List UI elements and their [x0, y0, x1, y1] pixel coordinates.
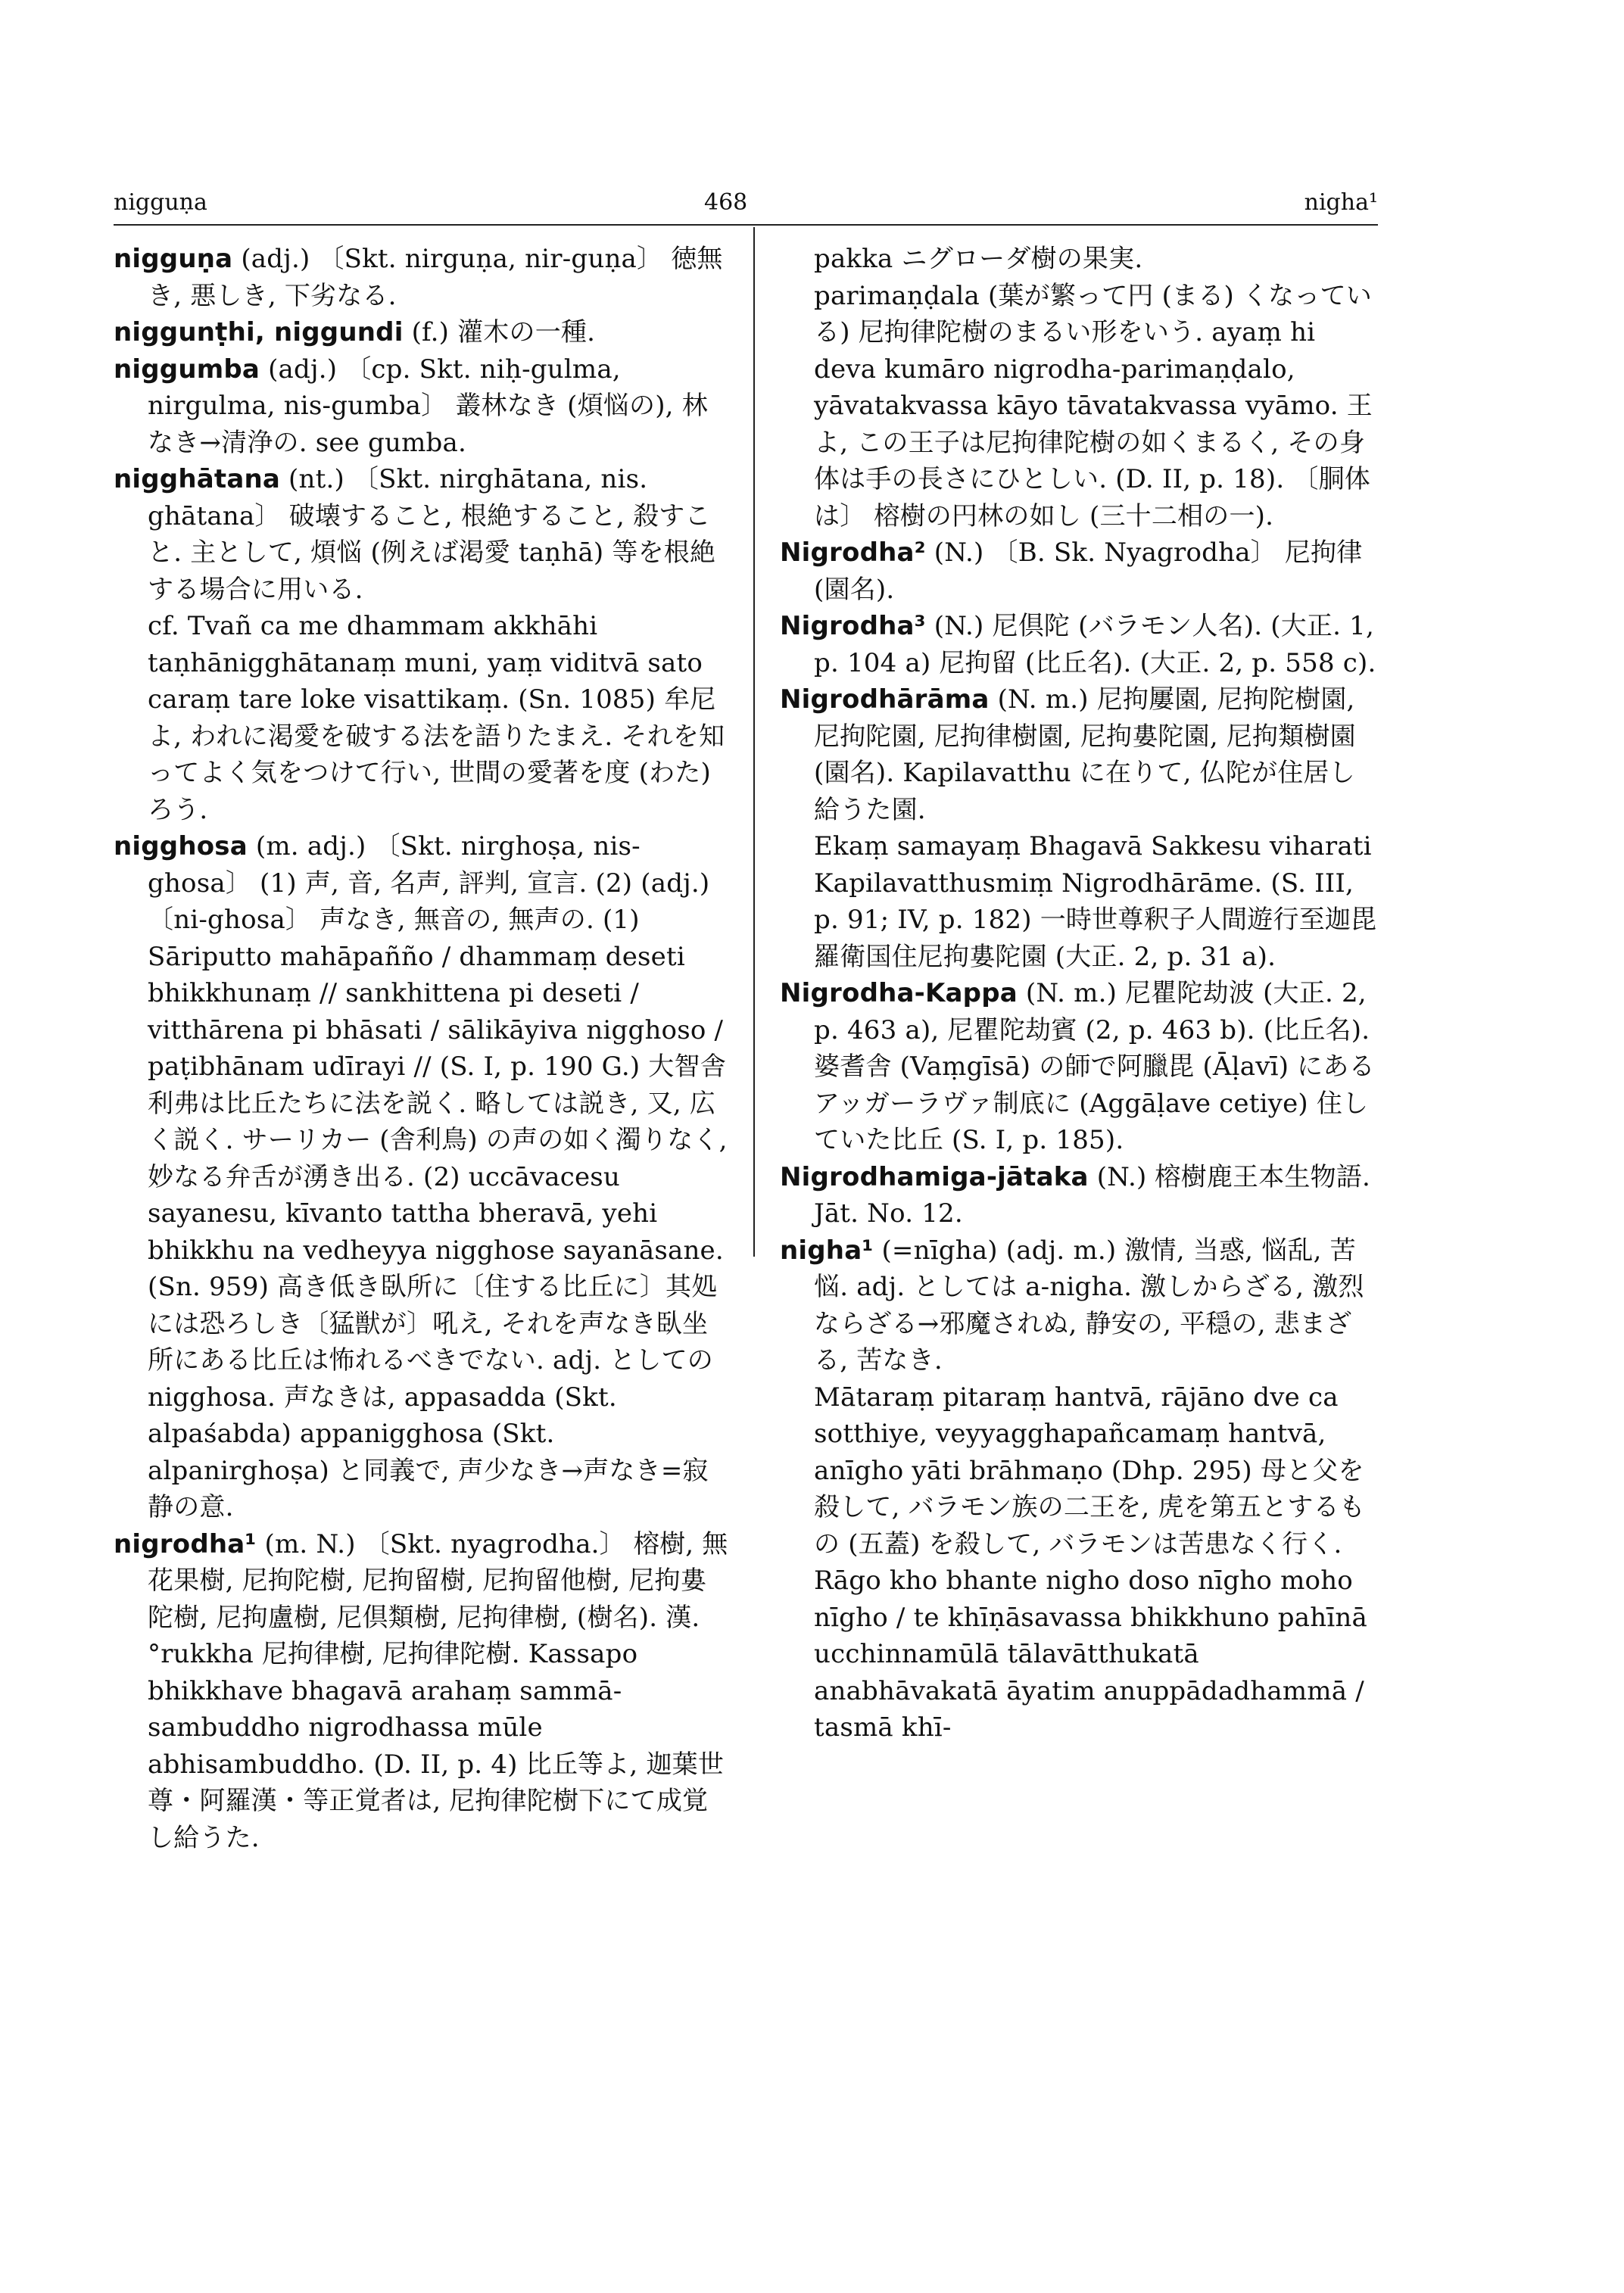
entry-body: (N.) 榕樹鹿王本生物語. Jāt. No. 12. — [814, 1161, 1371, 1229]
dictionary-entry — [114, 241, 731, 314]
dictionary-entry — [780, 1232, 1378, 1379]
running-head-left: nigguṇa — [114, 189, 207, 216]
entry-body: (nt.) 〔Skt. nirghātana, nis. ghātana〕 破壊すること, 根絶すること, 殺すこと. 主として, 煩悩 (例えば渇愛 taṇhā) 等を根絶する場合に用いる. — [148, 464, 716, 605]
entry-body: (m. N.) 〔Skt. nyagrodha.〕 榕樹, 無花果樹, 尼拘陀樹, 尼拘留樹, 尼拘留他樹, 尼拘婁陀樹, 尼拘盧樹, 尼倶類樹, 尼拘律樹, (樹名). 漢. °rukkha 尼拘律樹, 尼拘律陀樹. Kassapo bhikkhave bhagavā arahaṃ sammā-sambuddho nigrodhassa mūle abhisambuddho. (D. II, p. 4) 比丘等よ, 迦葉世尊・阿羅漢・等正覚者は, 尼拘律陀樹下にて成覚し給うた. — [148, 1528, 728, 1853]
dictionary-entry — [780, 975, 1378, 1159]
entry-body: (=nīgha) (adj. m.) 激情, 当惑, 悩乱, 苦悩. adj. としては a-nigha. 激しからざる, 激烈ならざる→邪魔されぬ, 静安の, 平穏の, 悲まざる, 苦なき. — [814, 1235, 1364, 1375]
dictionary-entry — [780, 534, 1378, 608]
entry-body: (N.) 〔B. Sk. Nyagrodha〕 尼拘律 (園名). — [814, 537, 1363, 605]
headword: niggumba — [114, 354, 260, 385]
entry-body: (adj.) 〔cp. Skt. niḥ-gulma, nirgulma, nis-gumba〕 叢林なき (煩悩の), 林なき→清浄の. see gumba. — [148, 354, 708, 458]
dictionary-entry — [780, 1159, 1378, 1232]
headword: niggunṭhi, niggundi — [114, 317, 404, 347]
dictionary-entry — [114, 351, 731, 462]
entry-continuation — [780, 278, 1378, 535]
entry-body: pakka ニグローダ樹の果実. — [814, 244, 1143, 274]
header-rule — [114, 224, 1378, 226]
entry-body: parimaṇḍala (葉が繁って円 (まる) くなっている) 尼拘律陀樹のまるい形をいう. ayaṃ hi deva kumāro nigrodha-parimaṇḍalo, yāvatakvassa kāyo tāvatakvassa vyāmo. 王よ, この王子は尼拘律陀樹の如くまるく, その身体は手の長さにひとしい. (D. II, p. 18). 〔胴体は〕 榕樹の円林の如し (三十二相の一). — [814, 280, 1373, 531]
entry-body: (N. m.) 尼瞿陀劫波 (大正. 2, p. 463 a), 尼瞿陀劫賓 (2, p. 463 b). (比丘名). 婆耆舎 (Vaṃgīsā) の師で阿臘毘 (Āḷavī) にあるアッガーラヴァ制底に (Aggāḷave cetiye) 住していた比丘 (S. I, p. 185). — [814, 978, 1375, 1155]
entry-example — [114, 608, 731, 828]
dictionary-entry — [114, 1526, 731, 1857]
headword: Nigrodhamiga-jātaka — [780, 1161, 1089, 1192]
entry-body: Rāgo kho bhante nigho doso nīgho moho nīgho / te khīṇāsavassa bhikkhuno pahīnā ucchinnamūlā tālavātthukatā anabhāvakatā āyatim anuppādadhammā / tasmā khī- — [814, 1566, 1367, 1743]
dictionary-entry — [114, 461, 731, 608]
entry-example — [780, 828, 1378, 975]
entry-body: (N.) 尼倶陀 (バラモン人名). (大正. 1, p. 104 a) 尼拘留 (比丘名). (大正. 2, p. 558 c). — [814, 611, 1376, 678]
dictionary-entry — [114, 314, 731, 351]
entry-body: (f.) 灌木の一種. — [411, 317, 596, 347]
dictionary-entry — [114, 828, 731, 1526]
page-number: 468 — [704, 189, 748, 216]
headword: nigrodha¹ — [114, 1528, 257, 1559]
headword: Nigrodha³ — [780, 611, 926, 641]
headword: nigghātana — [114, 464, 281, 494]
running-head-right: nigha¹ — [1304, 189, 1378, 216]
dictionary-entry — [780, 681, 1378, 828]
headword: Nigrodhārāma — [780, 684, 990, 715]
headword: Nigrodha-Kappa — [780, 978, 1018, 1008]
left-column — [114, 241, 731, 1856]
column-divider — [753, 227, 755, 1257]
headword: Nigrodha² — [780, 537, 926, 568]
entry-continuation — [780, 241, 1378, 278]
entry-example — [780, 1562, 1378, 1746]
entry-body: Mātaraṃ pitaraṃ hantvā, rājāno dve ca sotthiye, veyyagghapañcamaṃ hantvā, anīgho yāti brāhmaṇo (Dhp. 295) 母と父を殺して, バラモン族の二王を, 虎を第五とするもの (五蓋) を殺して, バラモンは苦患なく行く. — [814, 1382, 1366, 1559]
headword: nigguṇa — [114, 244, 233, 274]
headword: nigghosa — [114, 831, 248, 861]
entry-body: (adj.) 〔Skt. nirguṇa, nir-guṇa〕 徳無き, 悪しき, 下劣なる. — [148, 244, 723, 311]
headword: nigha¹ — [780, 1235, 874, 1266]
right-column — [780, 241, 1378, 1746]
entry-example — [780, 1379, 1378, 1563]
dictionary-entry — [780, 608, 1378, 681]
entry-body: cf. Tvañ ca me dhammam akkhāhi taṇhānigghātanaṃ muni, yaṃ viditvā sato caraṃ tare loke visattikaṃ. (Sn. 1085) 牟尼よ, われに渇愛を破する法を語りたまえ. それを知ってよく気をつけて行い, 世間の愛著を度 (わた) ろう. — [148, 611, 725, 825]
entry-body: Ekaṃ samayaṃ Bhagavā Sakkesu viharati Kapilavatthusmiṃ Nigrodhārāme. (S. III, p. 91; IV, p. 182) 一時世尊釈子人間遊行至迦毘羅衛国住尼拘婁陀園 (大正. 2, p. 31 a). — [814, 831, 1377, 972]
entry-body: (N. m.) 尼拘屢園, 尼拘陀樹園, 尼拘陀園, 尼拘律樹園, 尼拘婁陀園, 尼拘類樹園 (園名). Kapilavatthu に在りて, 仏陀が住居し給うた園. — [814, 684, 1356, 825]
page-header — [114, 189, 1378, 227]
entry-body: (m. adj.) 〔Skt. nirghoṣa, nis-ghosa〕 (1) 声, 音, 名声, 評判, 宣言. (2) (adj.) 〔ni-ghosa〕 声なき, 無音の, 無声の. (1) Sāriputto mahāpañño / dhammaṃ deseti bhikkhunaṃ // sankhittena pi deseti / vitthārena pi bhāsati / sālikāyiva nigghoso / paṭibhānam udīrayi // (S. I, p. 190 G.) 大智舎利弗は比丘たちに法を説く. 略しては説き, 又, 広く説く. サーリカー (舎利鳥) の声の如く濁りなく, 妙なる弁舌が湧き出る. (2) uccāvacesu sayanesu, kīvanto tattha bheravā, yehi bhikkhu na vedheyya nigghose sayanāsane. (Sn. 959) 高き低き臥所に〔住する比丘に〕其処には恐ろしき〔猛獣が〕吼え, それを声なき臥坐所にある比丘は怖れるべきでない. adj. としての nigghosa. 声なきは, appasadda (Skt. alpaśabda) appanigghosa (Skt. alpanirghoṣa) と同義で, 声少なき→声なき=寂静の意. — [148, 831, 728, 1522]
